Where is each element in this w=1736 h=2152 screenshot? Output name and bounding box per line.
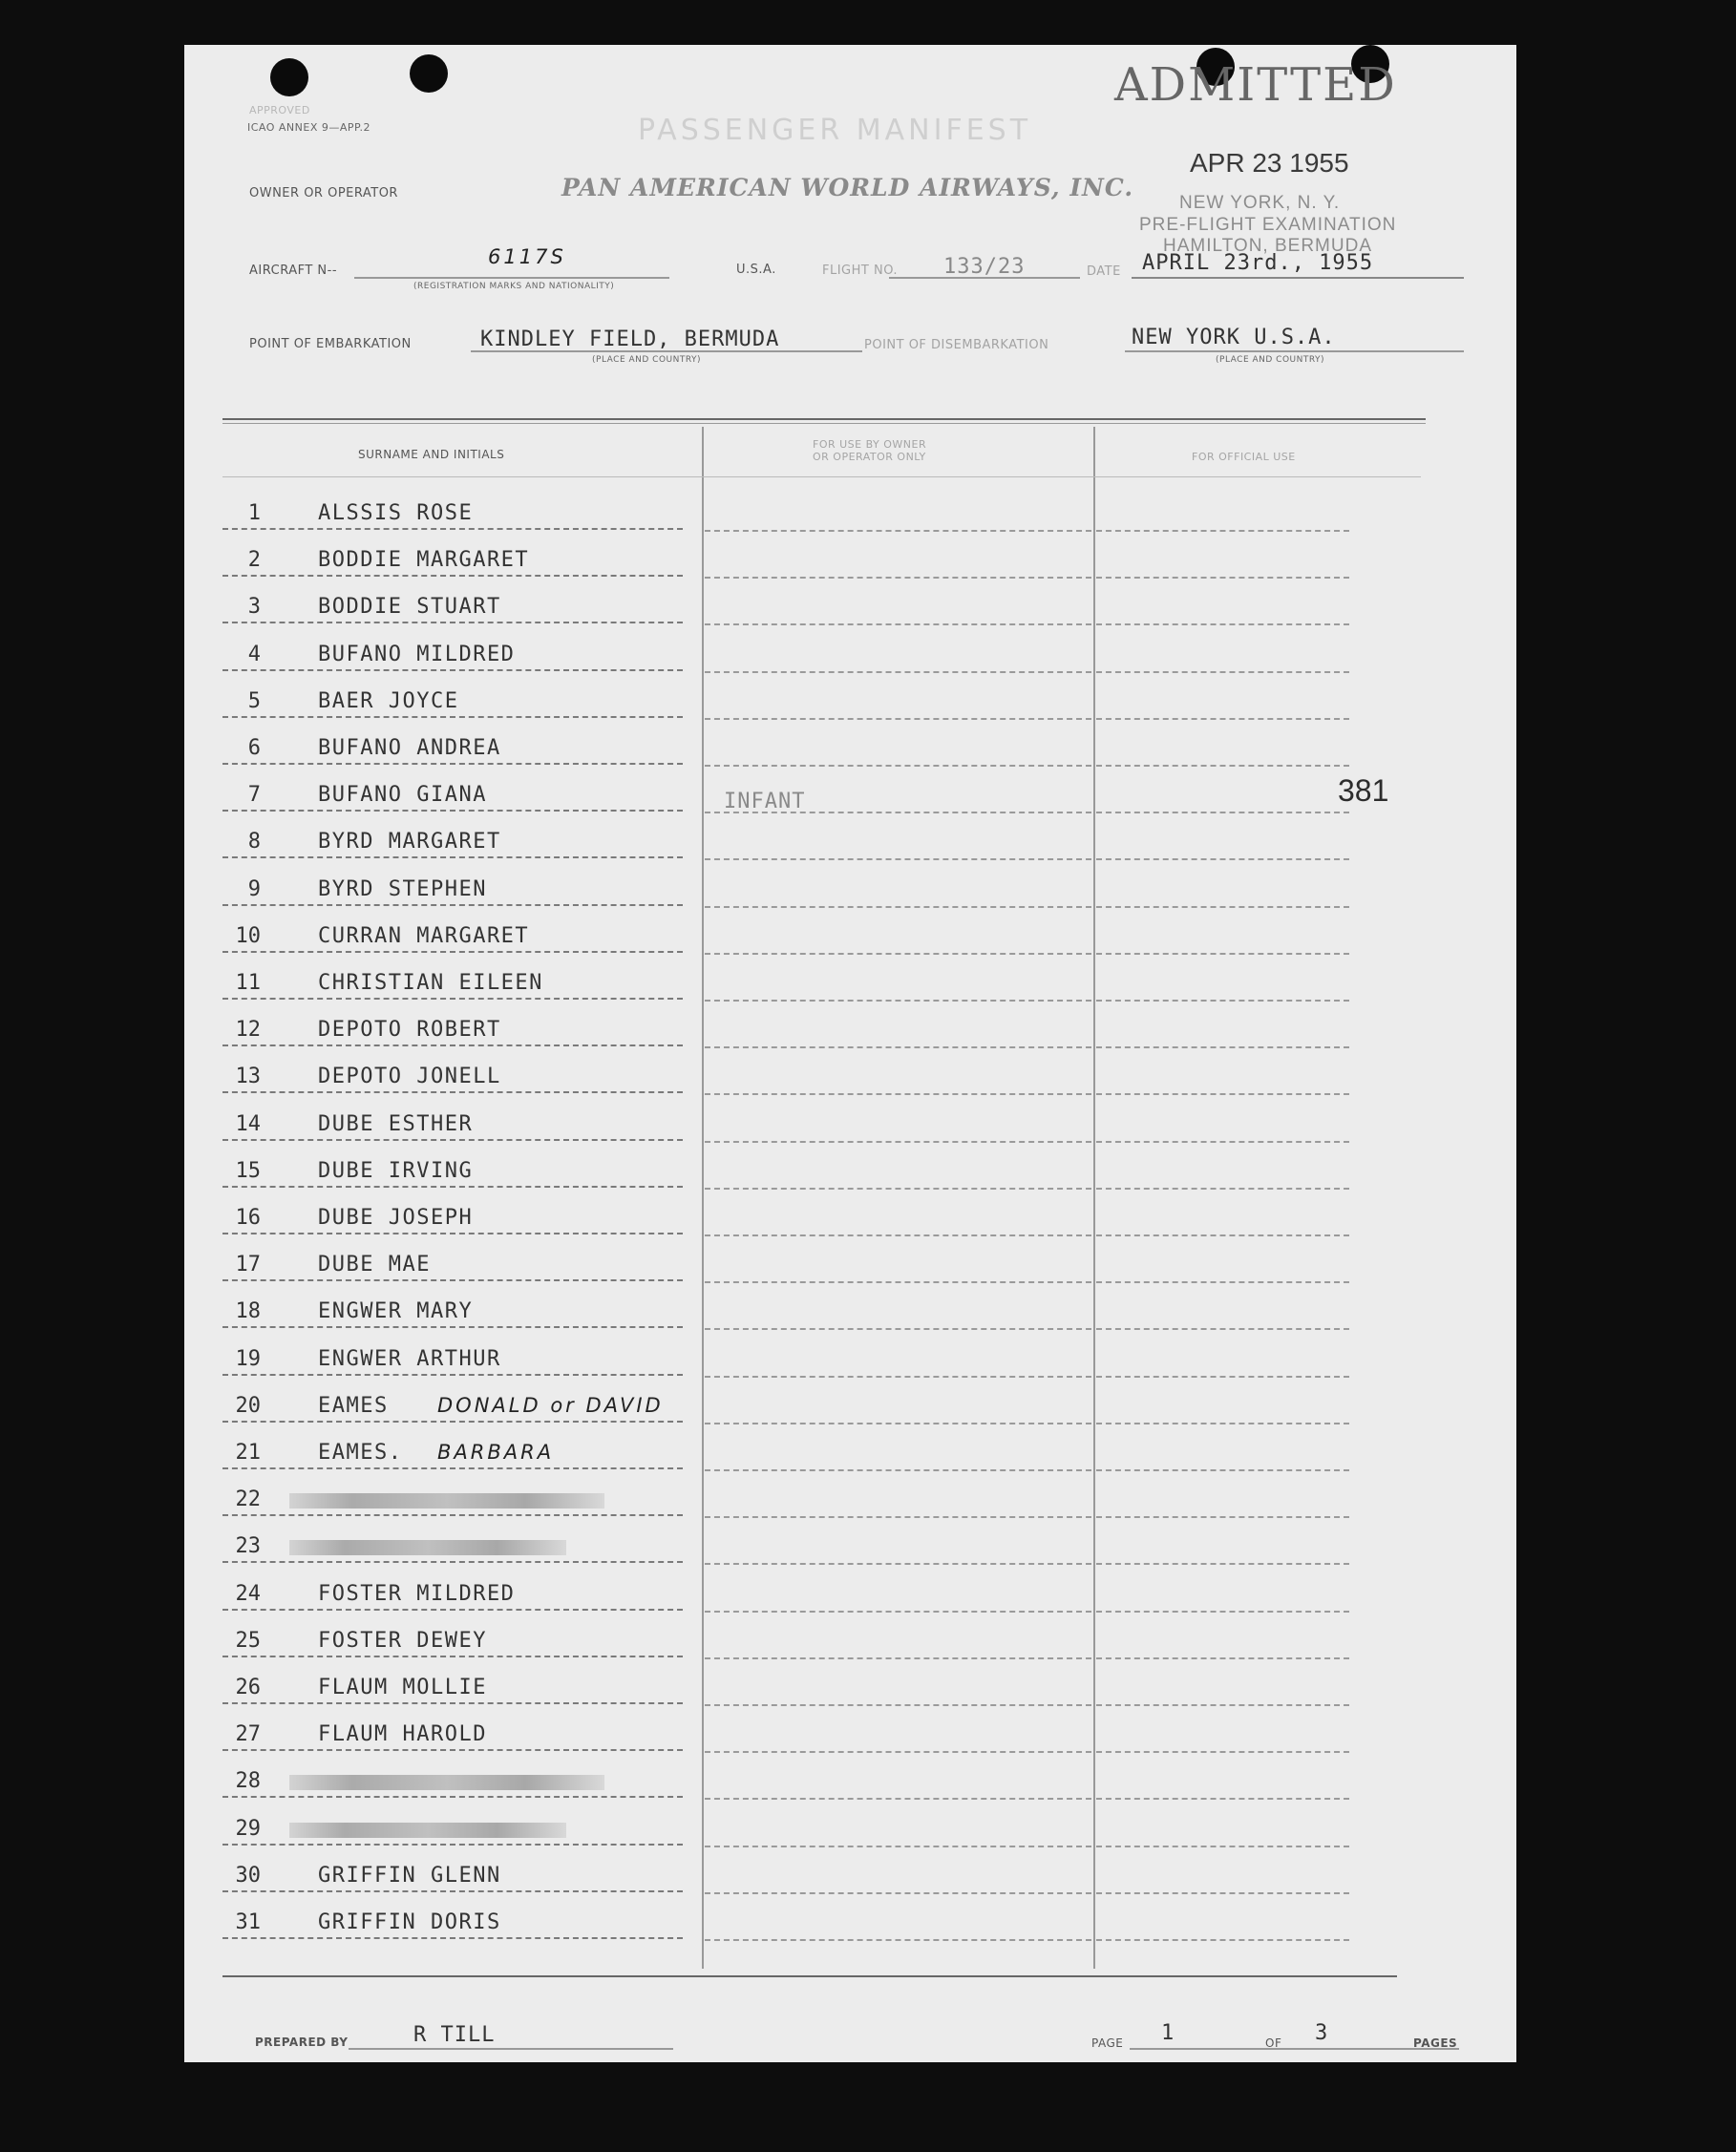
row-line-owner: [705, 1704, 1091, 1706]
row-line-owner: [705, 1611, 1091, 1613]
row-underline: [222, 1609, 683, 1611]
of-label: OF: [1265, 2036, 1282, 2050]
passenger-row: [184, 971, 1516, 1005]
row-line-owner: [705, 1328, 1091, 1330]
passenger-number: 12: [235, 1018, 261, 1042]
passenger-number: 9: [247, 877, 261, 901]
row-line-official: [1096, 1751, 1349, 1753]
row-underline: [222, 622, 683, 623]
row-line-official: [1096, 1704, 1349, 1706]
passenger-row: [184, 1629, 1516, 1663]
passenger-name: BODDIE STUART: [318, 595, 501, 619]
row-line-official: [1096, 1376, 1349, 1378]
passenger-row: [184, 1065, 1516, 1099]
date-value: APRIL 23rd., 1955: [1142, 251, 1374, 275]
embark-caption: (PLACE AND COUNTRY): [592, 355, 702, 365]
stamp-line-2: PRE-FLIGHT EXAMINATION: [1139, 215, 1397, 235]
passenger-name: DUBE MAE: [318, 1253, 431, 1276]
passenger-name: ALSSIS ROSE: [318, 501, 474, 525]
row-underline: [222, 1937, 683, 1939]
table-top-rule: [222, 418, 1426, 420]
passenger-number: 16: [235, 1206, 261, 1230]
row-line-official: [1096, 1563, 1349, 1565]
row-line-official: [1096, 765, 1349, 767]
row-line-owner: [705, 1093, 1091, 1095]
row-underline: [222, 1279, 683, 1281]
punch-hole: [270, 58, 308, 96]
passenger-number: 29: [235, 1817, 261, 1841]
row-line-official: [1096, 1846, 1349, 1847]
passenger-row: [184, 1864, 1516, 1898]
form-title: PASSENGER MANIFEST: [638, 114, 1032, 147]
owner-value: PAN AMERICAN WORLD AIRWAYS, INC.: [561, 174, 1134, 201]
row-underline: [222, 716, 683, 718]
row-underline: [222, 669, 683, 671]
embark-value: KINDLEY FIELD, BERMUDA: [480, 327, 780, 351]
redacted-name: [289, 1775, 604, 1790]
row-line-official: [1096, 953, 1349, 955]
row-line-owner: [705, 1188, 1091, 1190]
passenger-number: 20: [235, 1394, 261, 1418]
passenger-name: FLAUM MOLLIE: [318, 1676, 487, 1699]
passenger-row: [184, 1769, 1516, 1804]
passenger-number: 10: [235, 924, 261, 948]
disembark-label: POINT OF DISEMBARKATION: [864, 338, 1049, 352]
embark-underline: [471, 350, 862, 352]
flight-underline: [889, 277, 1080, 279]
passenger-row: [184, 595, 1516, 629]
row-line-owner: [705, 1000, 1091, 1002]
official-number: 381: [1338, 773, 1389, 808]
passenger-row: [184, 924, 1516, 959]
punch-hole: [410, 54, 448, 93]
passenger-name: DEPOTO JONELL: [318, 1065, 501, 1088]
row-underline: [222, 1514, 683, 1516]
registration-caption: (REGISTRATION MARKS AND NATIONALITY): [413, 282, 615, 291]
passenger-row: [184, 1910, 1516, 1945]
row-line-owner: [705, 1939, 1091, 1941]
row-underline: [222, 1233, 683, 1234]
passenger-number: 7: [247, 783, 261, 807]
passenger-number: 5: [247, 689, 261, 713]
passenger-name: DUBE ESTHER: [318, 1112, 474, 1136]
row-line-official: [1096, 1798, 1349, 1800]
prepared-underline: [349, 2048, 673, 2050]
passenger-name: BUFANO GIANA: [318, 783, 487, 807]
passenger-name: DUBE JOSEPH: [318, 1206, 474, 1230]
passenger-name: FOSTER DEWEY: [318, 1629, 487, 1653]
passenger-row: [184, 1112, 1516, 1147]
passenger-number: 14: [235, 1112, 261, 1136]
row-underline: [222, 810, 683, 812]
flight-value: 133/23: [943, 255, 1026, 279]
row-line-official: [1096, 1328, 1349, 1330]
row-line-owner: [705, 1046, 1091, 1048]
row-underline: [222, 998, 683, 1000]
passenger-row: [184, 1206, 1516, 1240]
passenger-number: 31: [235, 1910, 261, 1934]
passenger-row: [184, 1394, 1516, 1428]
row-line-owner: [705, 953, 1091, 955]
owner-column-header-2: OR OPERATOR ONLY: [813, 451, 926, 463]
passenger-name: BUFANO MILDRED: [318, 643, 516, 666]
passenger-row: [184, 1018, 1516, 1052]
row-underline: [222, 904, 683, 906]
infant-note: INFANT: [724, 790, 806, 813]
passenger-name: ENGWER MARY: [318, 1299, 474, 1323]
row-underline: [222, 856, 683, 858]
passenger-row: [184, 1534, 1516, 1569]
row-line-owner: [705, 1798, 1091, 1800]
handwritten-name: BARBARA: [437, 1441, 555, 1464]
passenger-number: 24: [235, 1582, 261, 1606]
row-line-owner: [705, 1516, 1091, 1518]
approved-line: APPROVED: [249, 104, 310, 116]
row-line-official: [1096, 1516, 1349, 1518]
passenger-number: 3: [247, 595, 261, 619]
row-line-official: [1096, 1281, 1349, 1283]
passenger-row: [184, 1582, 1516, 1616]
redacted-name: [289, 1540, 566, 1555]
of-value: 3: [1315, 2021, 1329, 2045]
passenger-name: DUBE IRVING: [318, 1159, 474, 1183]
date-label: DATE: [1087, 264, 1121, 279]
passenger-name: EAMES: [318, 1394, 389, 1418]
row-line-official: [1096, 1939, 1349, 1941]
passenger-name: BODDIE MARGARET: [318, 548, 530, 572]
row-line-owner: [705, 1423, 1091, 1424]
row-line-official: [1096, 530, 1349, 532]
owner-label: OWNER OR OPERATOR: [249, 186, 398, 200]
row-underline: [222, 1890, 683, 1892]
pages-label: PAGES: [1413, 2036, 1458, 2050]
row-line-official: [1096, 1423, 1349, 1424]
row-line-owner: [705, 906, 1091, 908]
passenger-row: [184, 1441, 1516, 1475]
disembark-caption: (PLACE AND COUNTRY): [1216, 355, 1325, 365]
passenger-number: 19: [235, 1347, 261, 1371]
row-underline: [222, 1421, 683, 1423]
row-line-owner: [705, 718, 1091, 720]
passenger-name: BYRD STEPHEN: [318, 877, 487, 901]
passenger-row: [184, 1347, 1516, 1382]
disembark-value: NEW YORK U.S.A.: [1132, 326, 1336, 349]
passenger-row: [184, 501, 1516, 536]
prepared-by-label: PREPARED BY: [255, 2036, 349, 2049]
row-line-owner: [705, 1751, 1091, 1753]
row-line-owner: [705, 1281, 1091, 1283]
row-line-owner: [705, 671, 1091, 673]
row-line-official: [1096, 858, 1349, 860]
passenger-name: GRIFFIN GLENN: [318, 1864, 501, 1888]
row-underline: [222, 1186, 683, 1188]
row-underline: [222, 1326, 683, 1328]
row-underline: [222, 1139, 683, 1141]
row-underline: [222, 1656, 683, 1657]
page-underline: [1130, 2048, 1459, 2050]
passenger-row: [184, 1676, 1516, 1710]
aircraft-value: 6117S: [488, 245, 566, 268]
passenger-number: 17: [235, 1253, 261, 1276]
passenger-number: 25: [235, 1629, 261, 1653]
row-line-official: [1096, 1093, 1349, 1095]
passenger-number: 28: [235, 1769, 261, 1793]
passenger-name: ENGWER ARTHUR: [318, 1347, 501, 1371]
manifest-page: [184, 45, 1516, 2062]
row-line-official: [1096, 1469, 1349, 1471]
row-underline: [222, 1702, 683, 1704]
row-line-official: [1096, 1234, 1349, 1236]
passenger-name: FLAUM HAROLD: [318, 1722, 487, 1746]
passenger-row: [184, 1722, 1516, 1757]
owner-column-header-1: FOR USE BY OWNER: [813, 438, 927, 451]
row-underline: [222, 528, 683, 530]
passenger-number: 6: [247, 736, 261, 760]
passenger-number: 4: [247, 643, 261, 666]
row-line-official: [1096, 671, 1349, 673]
passenger-name: DEPOTO ROBERT: [318, 1018, 501, 1042]
row-underline: [222, 1044, 683, 1046]
row-line-official: [1096, 1892, 1349, 1894]
passenger-number: 30: [235, 1864, 261, 1888]
passenger-number: 13: [235, 1065, 261, 1088]
passenger-number: 26: [235, 1676, 261, 1699]
passenger-row: [184, 1817, 1516, 1851]
row-line-owner: [705, 1846, 1091, 1847]
passenger-row: [184, 830, 1516, 864]
row-underline: [222, 575, 683, 577]
date-stamp: APR 23 1955: [1190, 148, 1349, 178]
disembark-underline: [1125, 350, 1464, 352]
passenger-name: EAMES.: [318, 1441, 403, 1465]
redacted-name: [289, 1823, 566, 1838]
passenger-number: 23: [235, 1534, 261, 1558]
row-line-owner: [705, 577, 1091, 579]
stamp-line-3: HAMILTON, BERMUDA: [1163, 236, 1372, 256]
row-line-official: [1096, 718, 1349, 720]
passenger-name: GRIFFIN DORIS: [318, 1910, 501, 1934]
passenger-row: [184, 1299, 1516, 1334]
table-bottom-rule: [222, 1975, 1397, 1977]
redacted-name: [289, 1493, 604, 1509]
row-underline: [222, 1561, 683, 1563]
passenger-number: 1: [247, 501, 261, 525]
passenger-name: BAER JOYCE: [318, 689, 459, 713]
country-label: U.S.A.: [736, 263, 776, 277]
passenger-name: BYRD MARGARET: [318, 830, 501, 854]
row-line-owner: [705, 1469, 1091, 1471]
passenger-number: 2: [247, 548, 261, 572]
passenger-number: 15: [235, 1159, 261, 1183]
passenger-row: [184, 877, 1516, 912]
row-line-owner: [705, 1234, 1091, 1236]
row-line-owner: [705, 1657, 1091, 1659]
row-underline: [222, 1844, 683, 1846]
passenger-row: [184, 1487, 1516, 1522]
row-line-official: [1096, 1046, 1349, 1048]
row-underline: [222, 1796, 683, 1798]
row-underline: [222, 1749, 683, 1751]
row-underline: [222, 951, 683, 953]
row-line-owner: [705, 858, 1091, 860]
row-line-official: [1096, 1611, 1349, 1613]
passenger-row: [184, 643, 1516, 677]
embark-label: POINT OF EMBARKATION: [249, 337, 412, 351]
row-line-owner: [705, 1376, 1091, 1378]
row-line-official: [1096, 906, 1349, 908]
table-top-rule-2: [222, 423, 1426, 424]
passenger-row: [184, 548, 1516, 582]
surname-column-header: SURNAME AND INITIALS: [358, 448, 505, 461]
passenger-name: CHRISTIAN EILEEN: [318, 971, 543, 995]
passenger-number: 11: [235, 971, 261, 995]
passenger-name: CURRAN MARGARET: [318, 924, 530, 948]
aircraft-label: AIRCRAFT N--: [249, 264, 338, 278]
annex-line: ICAO ANNEX 9—APP.2: [247, 121, 370, 134]
row-line-official: [1096, 1141, 1349, 1143]
passenger-name: FOSTER MILDRED: [318, 1582, 516, 1606]
row-underline: [222, 1374, 683, 1376]
passenger-number: 8: [247, 830, 261, 854]
admitted-stamp: ADMITTED: [1114, 58, 1397, 112]
aircraft-underline: [354, 277, 669, 279]
passenger-number: 18: [235, 1299, 261, 1323]
row-underline: [222, 1467, 683, 1469]
row-line-official: [1096, 577, 1349, 579]
row-line-official: [1096, 812, 1349, 813]
passenger-row: [184, 736, 1516, 770]
passenger-name: BUFANO ANDREA: [318, 736, 501, 760]
row-line-owner: [705, 765, 1091, 767]
row-line-owner: [705, 623, 1091, 625]
flight-label: FLIGHT NO.: [822, 264, 899, 278]
passenger-number: 27: [235, 1722, 261, 1746]
row-underline: [222, 1091, 683, 1093]
header-bottom-rule: [222, 476, 1421, 477]
passenger-number: 21: [235, 1441, 261, 1465]
row-line-owner: [705, 1141, 1091, 1143]
passenger-number: 22: [235, 1487, 261, 1511]
row-line-owner: [705, 530, 1091, 532]
handwritten-name: DONALD or DAVID: [437, 1394, 664, 1417]
passenger-row: [184, 689, 1516, 724]
row-line-official: [1096, 1657, 1349, 1659]
stamp-line-1: NEW YORK, N. Y.: [1179, 193, 1341, 213]
row-line-owner: [705, 1563, 1091, 1565]
row-line-official: [1096, 1188, 1349, 1190]
row-line-official: [1096, 1000, 1349, 1002]
page-label: PAGE: [1091, 2036, 1124, 2050]
passenger-row: [184, 1253, 1516, 1287]
row-line-owner: [705, 1892, 1091, 1894]
passenger-row: [184, 1159, 1516, 1193]
prepared-by-value: R TILL: [413, 2023, 496, 2047]
official-column-header: FOR OFFICIAL USE: [1192, 451, 1296, 463]
passenger-row: [184, 783, 1516, 817]
date-underline: [1132, 277, 1464, 279]
page-value: 1: [1161, 2021, 1175, 2045]
row-underline: [222, 763, 683, 765]
row-line-official: [1096, 623, 1349, 625]
